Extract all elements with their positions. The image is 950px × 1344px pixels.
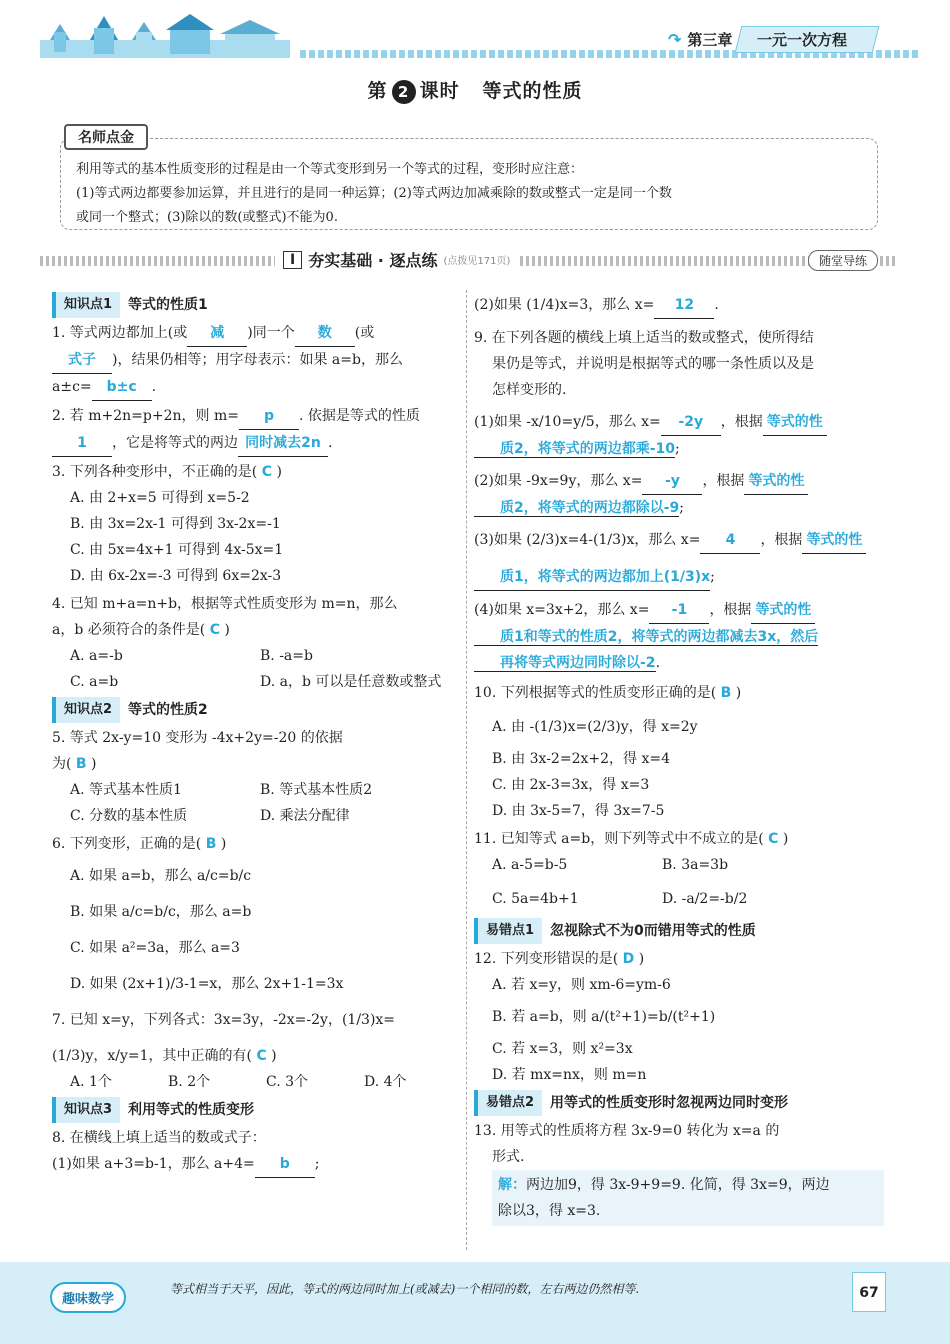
option: A. a=-b <box>70 648 123 664</box>
option: B. 由 3x=2x-1 可得到 3x-2x=-1 <box>70 516 281 532</box>
option: D. 由 3x-5=7，得 3x=7-5 <box>492 803 665 819</box>
option: D. 若 mx=nx，则 m=n <box>492 1067 647 1083</box>
option: D. -a/2=-b/2 <box>662 891 748 907</box>
option: A. 等式基本性质1 <box>70 782 182 798</box>
options-row <box>52 777 462 803</box>
question-5: 5. 等式 2x-y=10 变形为 -4x+2y=-20 的依据 为( B ) A. 等式基本性质1 B. 等式基本性质2 C. 分数的基本性质 D. 乘法分配律 <box>52 725 462 829</box>
ep-badge: 易错点2 <box>474 1090 542 1116</box>
knowledge-point-2 <box>52 697 462 723</box>
q-text: ，根据 <box>720 414 763 430</box>
option: B. -a=b <box>260 648 313 664</box>
chapter-name: 第三章 <box>687 31 733 49</box>
answer-blank: 质1和等式的性质2，将等式的两边都减去3x，然后 <box>474 629 818 646</box>
option: D. 乘法分配律 <box>260 808 350 824</box>
q-text: 为( <box>52 756 72 772</box>
lesson-prefix: 第 <box>367 80 388 102</box>
answer-blank: -2y <box>661 409 721 436</box>
answer-blank: 质1，将等式的两边都加上(1/3)x <box>474 564 710 591</box>
option: C. 5a=4b+1 <box>492 891 579 907</box>
q9-part-1: (1)如果 -x/10=y/5，那么 x= -2y ，根据 等式的性 质2，将等式的两边都乘-10; <box>474 409 884 462</box>
q9-part-3: (3)如果 (2/3)x=4-(1/3)x，那么 x= 4 ，根据 等式的性 质1，将等式的两边都加上(1/3)x; <box>474 527 884 591</box>
lesson-title: 等式的性质 <box>482 80 583 102</box>
ep-badge: 易错点1 <box>474 918 542 944</box>
question-3: 3. 下列各种变形中，不正确的是( C ) A. 由 2+x=5 可得到 x=5-2 B. 由 3x=2x-1 可得到 3x-2x=-1 C. 由 5x=4x+1 可得到 4x-5x=1 D. 由 6x-2x=-3 可得到 6x=2x-3 <box>52 459 462 589</box>
answer-choice: C <box>261 464 273 480</box>
ep-title: 用等式的性质变形时忽视两边同时变形 <box>550 1095 789 1111</box>
answer-blank: 质2，将等式的两边都乘-10 <box>474 441 675 458</box>
answer-blank: 4 <box>700 527 760 554</box>
q-text: (3)如果 (2/3)x=4-(1/3)x，那么 x= <box>474 532 701 548</box>
option: C. 3个 <box>266 1074 309 1090</box>
tip-tag: 名师点金 <box>64 124 148 150</box>
answer-blank: 式子 <box>52 347 112 374</box>
kp-title: 等式的性质1 <box>128 297 208 313</box>
question-8: 8. 在横线上填上适当的数或式子： (1)如果 a+3=b-1，那么 a+4= b ; <box>52 1125 462 1178</box>
option: C. 由 5x=4x+1 可得到 4x-5x=1 <box>70 542 284 558</box>
option: B. 3a=3b <box>662 857 729 873</box>
q-text: ，根据 <box>709 602 752 618</box>
q-text: (1)如果 -x/10=y/5，那么 x= <box>474 414 661 430</box>
q-text: 7. 已知 x=y，下列各式：3x=3y，-2x=-2y，(1/3)x= <box>52 1012 396 1028</box>
option: A. 若 x=y，则 xm-6=ym-6 <box>492 977 671 993</box>
answer-blank: 质2，将等式的两边都除以-9 <box>474 500 679 517</box>
q-text: a，b 必须符合的条件是( <box>52 622 206 638</box>
answer-blank: 12 <box>654 292 714 319</box>
q-text: 1. 等式两边都加上(或 <box>52 325 188 341</box>
solution-text: 除以3，得 x=3. <box>498 1203 601 1219</box>
answer-choice: D <box>622 951 635 967</box>
q-text: (2)如果 -9x=9y，那么 x= <box>474 473 643 489</box>
q-text: 形式. <box>492 1149 525 1165</box>
q-text: ，它是将等式的两边 <box>112 435 238 451</box>
footer-logo: 趣味数学 <box>50 1282 126 1313</box>
right-column <box>474 290 884 1228</box>
option: D. 由 6x-2x=-3 可得到 6x=2x-3 <box>70 568 282 584</box>
arrow-icon: ↷ <box>668 30 682 49</box>
answer-blank: 同时减去2n <box>238 430 328 457</box>
option: C. 如果 a²=3a，那么 a=3 <box>70 940 240 956</box>
question-4: 4. 已知 m+a=n+b，根据等式性质变形为 m=n，那么 a，b 必须符合的条件是( C ) A. a=-b B. -a=b C. a=b D. a，b 可以是任意数或整式 <box>52 591 462 695</box>
question-2: 2. 若 m+2n=p+2n，则 m= p . 依据是等式的性质 1 ，它是将等式的两边 同时减去2n . <box>52 403 462 457</box>
answer-choice: C <box>256 1048 267 1064</box>
question-7: 7. 已知 x=y，下列各式：3x=3y，-2x=-2y，(1/3)x= (1/3)y，x/y=1，其中正确的有( C ) A. 1个 B. 2个 C. 3个 D. 4个 <box>52 1007 462 1095</box>
q-text: 果仍是等式，并说明是根据等式的哪一条性质以及是 <box>492 356 814 372</box>
options-row <box>474 852 884 878</box>
options-row <box>52 643 462 669</box>
error-point-1 <box>474 918 884 944</box>
question-6: 6. 下列变形，正确的是( B ) A. 如果 a=b，那么 a/c=b/c B. 如果 a/c=b/c，那么 a=b C. 如果 a²=3a，那么 a=3 D. 如果 (2x+1)/3-1=x，那么 2x+1-1=3x <box>52 831 462 997</box>
option: D. 4个 <box>364 1074 407 1090</box>
column-divider <box>466 290 467 1250</box>
question-10: 10. 下列根据等式的性质变形正确的是( B ) A. 由 -(1/3)x=(2/3)y，得 x=2y B. 由 3x-2=2x+2，得 x=4 C. 由 2x-3=3x，得 x=3 D. 由 3x-5=7，得 3x=7-5 <box>474 680 884 824</box>
answer-blank: 等式的性 <box>802 527 866 554</box>
tip-text <box>76 158 866 230</box>
q-text: ，根据 <box>702 473 745 489</box>
answer-blank: 等式的性 <box>751 597 815 624</box>
answer-blank: -1 <box>649 597 709 624</box>
q-text: )，结果仍相等；用字母表示：如果 a=b，那么 <box>112 352 403 368</box>
answer-blank: b <box>255 1151 315 1178</box>
answer-blank: 减 <box>187 320 247 347</box>
option: B. 2个 <box>168 1074 211 1090</box>
q9-part-4: (4)如果 x=3x+2，那么 x= -1 ，根据 等式的性 质1和等式的性质2，将等式的两边都减去3x，然后 再将等式两边同时除以-2. <box>474 597 884 676</box>
solution-box <box>492 1170 884 1226</box>
q-text: (1)如果 a+3=b-1，那么 a+4= <box>52 1156 255 1172</box>
knowledge-point-3 <box>52 1097 462 1123</box>
section-hint: (点拨见171页) <box>443 256 511 267</box>
option: A. 如果 a=b，那么 a/c=b/c <box>70 868 252 884</box>
q-text: (2)如果 (1/4)x=3，那么 x= <box>474 297 655 313</box>
q-text: )同一个 <box>247 325 295 341</box>
q-text: 6. 下列变形，正确的是( <box>52 836 202 852</box>
answer-choice: B <box>75 756 87 772</box>
q-text: . 依据是等式的性质 <box>299 408 420 424</box>
options-row <box>52 803 462 829</box>
left-column <box>52 290 462 1180</box>
tip-line: (1)等式两边都要参加运算，并且进行的是同一种运算；(2)等式两边加减乘除的数或整式一定是同一个数 <box>76 186 672 201</box>
q-text: 4. 已知 m+a=n+b，根据等式性质变形为 m=n，那么 <box>52 596 398 612</box>
q-text: a±c= <box>52 379 92 395</box>
error-point-2 <box>474 1090 884 1116</box>
answer-blank: 数 <box>295 320 355 347</box>
answer-choice: B <box>720 685 732 701</box>
answer-blank: b±c <box>92 374 152 401</box>
knowledge-point-1 <box>52 292 462 318</box>
option: C. 若 x=3，则 x²=3x <box>492 1041 633 1057</box>
question-12: 12. 下列变形错误的是( D ) A. 若 x=y，则 xm-6=ym-6 B. 若 a=b，则 a/(t²+1)=b/(t²+1) C. 若 x=3，则 x²=3x D. 若 mx=nx，则 m=n <box>474 946 884 1088</box>
section-roman: I <box>283 251 302 269</box>
answer-blank: p <box>239 403 299 430</box>
tip-line: 利用等式的基本性质变形的过程是由一个等式变形到另一个等式的过程，变形时应注意： <box>76 162 584 177</box>
solution-text: 两边加9，得 3x-9+9=9. 化简，得 3x=9，两边 <box>526 1177 830 1193</box>
q-text: 5. 等式 2x-y=10 变形为 -4x+2y=-20 的依据 <box>52 730 343 746</box>
option: C. 分数的基本性质 <box>70 808 188 824</box>
q-text: ，根据 <box>760 532 803 548</box>
answer-blank: 再将等式两边同时除以-2 <box>474 655 656 672</box>
page-title <box>0 76 950 104</box>
option: A. 1个 <box>70 1074 112 1090</box>
q-text: 10. 下列根据等式的性质变形正确的是( <box>474 685 717 701</box>
option: B. 等式基本性质2 <box>260 782 373 798</box>
answer-choice: B <box>205 836 217 852</box>
q-text: 2. 若 m+2n=p+2n，则 m= <box>52 408 239 424</box>
option: D. 如果 (2x+1)/3-1=x，那么 2x+1-1=3x <box>70 976 344 992</box>
option: C. a=b <box>70 674 119 690</box>
answer-blank: -y <box>642 468 702 495</box>
kp-badge: 知识点3 <box>52 1097 120 1123</box>
options-row <box>52 1069 462 1095</box>
answer-choice: C <box>209 622 220 638</box>
question-9 <box>474 325 884 676</box>
lesson-number: 2 <box>392 80 416 104</box>
question-1: 1. 等式两边都加上(或 减 )同一个 数 (或 式子 )，结果仍相等；用字母表示：如果 a=b，那么 a±c= b±c . <box>52 320 462 401</box>
section-band <box>40 248 898 274</box>
option: C. 由 2x-3=3x，得 x=3 <box>492 777 650 793</box>
chapter-topic: 一元一次方程 <box>757 31 848 49</box>
option: A. 由 -(1/3)x=(2/3)y，得 x=2y <box>492 719 698 735</box>
q-text: (1/3)y，x/y=1，其中正确的有( <box>52 1048 252 1064</box>
option: B. 若 a=b，则 a/(t²+1)=b/(t²+1) <box>492 1009 716 1025</box>
question-8-2: (2)如果 (1/4)x=3，那么 x= 12 . <box>474 292 884 319</box>
ep-title: 忽视除式不为0而错用等式的性质 <box>550 923 756 939</box>
option: A. a-5=b-5 <box>492 857 568 873</box>
kp-badge: 知识点2 <box>52 697 120 723</box>
section-tag: 随堂导练 <box>808 250 878 271</box>
kp-badge: 知识点1 <box>52 292 120 318</box>
page-number: 67 <box>852 1272 886 1312</box>
answer-blank: 等式的性 <box>763 409 827 436</box>
kp-title: 利用等式的性质变形 <box>128 1102 255 1118</box>
options-row <box>52 669 462 695</box>
q-text: 怎样变形的. <box>492 382 567 398</box>
q-text: 3. 下列各种变形中，不正确的是( <box>52 464 258 480</box>
q9-part-2: (2)如果 -9x=9y，那么 x= -y ，根据 等式的性 质2，将等式的两边都除以-9; <box>474 468 884 521</box>
option: D. a，b 可以是任意数或整式 <box>260 674 442 690</box>
q-text: 13. 用等式的性质将方程 3x-9=0 转化为 x=a 的 <box>474 1123 780 1139</box>
chapter-topic-box <box>735 26 880 53</box>
solution-label: 解： <box>498 1177 526 1193</box>
q-text: 12. 下列变形错误的是( <box>474 951 619 967</box>
question-13 <box>474 1118 884 1226</box>
answer-blank: 等式的性 <box>744 468 808 495</box>
footer-text: 等式相当于天平，因此，等式的两边同时加上(或减去)一个相同的数，左右两边仍然相等. <box>170 1282 640 1296</box>
q-text: 9. 在下列各题的横线上填上适当的数或整式，使所得结 <box>474 330 814 346</box>
q-text: 8. 在横线上填上适当的数或式子： <box>52 1130 266 1146</box>
q-text: (4)如果 x=3x+2，那么 x= <box>474 602 650 618</box>
q-text: (或 <box>354 325 375 341</box>
q-text: 11. 已知等式 a=b，则下列等式中不成立的是( <box>474 831 764 847</box>
lesson-suffix: 课时 <box>419 80 460 102</box>
chapter-label <box>668 26 876 53</box>
question-11: 11. 已知等式 a=b，则下列等式中不成立的是( C ) A. a-5=b-5 B. 3a=3b C. 5a=4b+1 D. -a/2=-b/2 <box>474 826 884 912</box>
section-label <box>275 248 518 271</box>
option: A. 由 2+x=5 可得到 x=5-2 <box>70 490 250 506</box>
kp-title: 等式的性质2 <box>128 702 208 718</box>
castle-illustration-icon <box>40 10 290 58</box>
options-row <box>474 886 884 912</box>
tip-line: 或同一个整式；(3)除以的数(或整式)不能为0. <box>76 210 338 225</box>
header-band <box>0 0 950 62</box>
option: B. 如果 a/c=b/c，那么 a=b <box>70 904 252 920</box>
option: B. 由 3x-2=2x+2，得 x=4 <box>492 751 670 767</box>
answer-choice: C <box>768 831 779 847</box>
answer-blank: 1 <box>52 430 112 457</box>
footer-band <box>0 1262 950 1344</box>
section-title: 夯实基础 · 逐点练 <box>308 251 438 270</box>
